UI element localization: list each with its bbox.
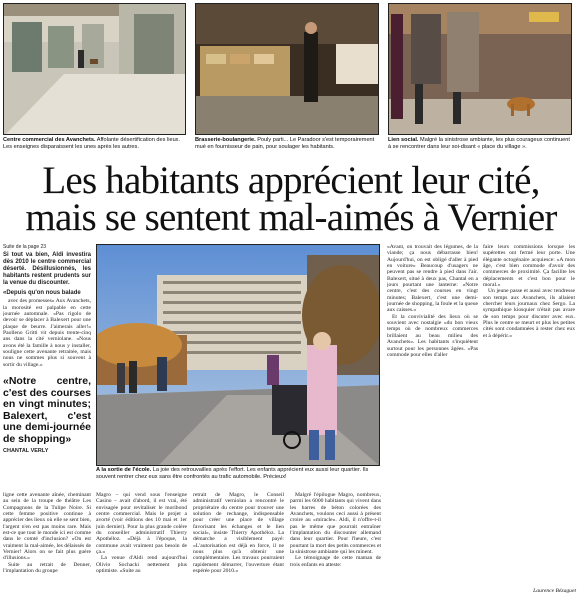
caption-top-1-title: Centre commercial des Avanchets. — [3, 137, 96, 143]
photo-credit: Laurence Bézaguet — [533, 588, 576, 594]
article-column-5 — [387, 244, 478, 588]
column-1-paragraph-1: avec des promesses» Aux Avanchets, la morosité est palpable en cette journée automnale. «Pas rigolo de devoir se déplacer à Balexert pour une plaque de beurre. J'aimerais aller!» Paolleno Gritti vit depuis trente-cinq ans dans la cité verniolane. «Nous avons été la famille à nous y installer, souligne cette avenante retraitée, mais nous ne sommes plus si souvent à sortir du village.» — [3, 298, 91, 368]
subheading-1: «Depuis qu'on nous balade — [3, 290, 81, 297]
headline-line-1: Les habitants apprécient leur cité, — [42, 159, 540, 202]
caption-top-3-title: Lien social. — [388, 137, 419, 143]
photo-main-image — [97, 245, 380, 466]
caption-top-1 — [3, 137, 187, 150]
caption-main — [96, 467, 382, 480]
column-5-paragraph-1: «Avant, on trouvait des légumes, de la viande; ça nous débarrasse bien! Aujourd'hui, on est obligé d'aller à pied en voiture» Beaucoup d'usagers ne peuvent pas se rendre à pied dans l'air. Balexert, situé à deux pas, Chantal en a jours pourtant une lanterne: «Notre centre, c'est des courses en vingt minutes; Balexert, c'est une demi-journée de shopping, la foule et la queue aux caisses.» — [387, 244, 478, 314]
article-column-1 — [3, 244, 91, 492]
article-column-6 — [483, 244, 575, 578]
column-1-paragraph-2: ligne cette avenante aînée, cheminant au sein de la troupe de théâtre Les Compagnons de la Tulipe Noire. Si cette femme positive continue à apprécier des lieux où elle se sent bien, l'argent n'en est pas moins rare. Mais est-ce que tout le monde ici est comme dans le comté d'inclusion? «On est vraiment la mal-aimée, les délaissés de Vernier! Alors on se fait plus guère d'illusions.» — [3, 492, 91, 562]
pull-quote: «Notre centre, c'est des courses en vingt minutes; Balexert, c'est une demi-journée de shopping» — [3, 375, 91, 445]
column-1-paragraph-3: Suite au retrait de Denner, l'implantation du groupe — [3, 561, 91, 575]
column-2-paragraph-2: La venue d'Aldi rend aujourd'hui Olivio Sochacki nettement plus optimiste. «Suite au — [96, 555, 187, 575]
article-column-4 — [290, 492, 381, 588]
pull-quote-author: CHANTAL VERLY — [3, 448, 49, 455]
headline-line-2: mais se sentent mal-aimés à Vernier — [25, 196, 557, 239]
photo-centre-commercial-image — [4, 4, 186, 135]
caption-top-3-text: Malgré la sinistrose ambiante, les plus courageux continuent à se rencontrer dans leur soi-disant « place du village ». — [388, 137, 570, 150]
caption-top-3 — [388, 137, 572, 150]
photo-brasserie — [195, 3, 379, 135]
column-4-paragraph-1: Malgré l'épilogue Magro, nombreux, parmi les 6000 habitants qui vivent dans les barres de béton colorées des Avanchets, voulons ceci aussi à présent croire au «miracle». Aldi, il n'offre-t-il pas le même que pourrait entraîner l'implantation du discounter allemand dans leur quartier. Pour l'heure, c'est pourtant la mort des petits commerces et la sinistrose ambiante qui les minent. — [290, 492, 381, 556]
suite-label: Suite de la page 23 — [3, 244, 47, 250]
column-5-paragraph-2: Et la convivialité des lieux où se souvient avec nostalgie «du bon vieux temps où de nombreux commerces brillaient au beau milieu des Avanchets». Les habitants s'inquiètent surtout pour les personnes âgées. «Pas commode pour elles d'aller — [387, 313, 478, 358]
caption-top-2-text: Pouly parti... Le Paradoor s'est temporairement mué en fournisseur de pain, pour soulager les habitants. — [195, 137, 375, 150]
photo-main-sortie-ecole — [96, 244, 380, 466]
column-2-paragraph-1: Magro – qui vend sous l'enseigne Casino – avait d'abord, il est vrai, été envisagée pour revitaliser le moribond centre commercial. Mais le projet a avorté (voir éditions des 10 mai et 1er juin dernier). Pour la plus grande colère du conseiller administratif Thierry Apothéloz. «Déjà à l'époque, la commune avait vraiment pas besoin de ça.» — [96, 492, 187, 556]
article-column-1-bottom — [3, 492, 91, 588]
column-4-paragraph-2: Le témoignage de cette maman de trois enfants en atteste: — [290, 555, 381, 568]
caption-main-text: La joie des retrouvailles après l'effort. Les enfants apprécient eux aussi leur quartier. Ils souvent rentrer chez eux sans être confrontés au trafic automobile. Précieux! — [96, 467, 369, 480]
column-3-paragraph-1: retrait de Magro, le Conseil administratif verniolan a rencontré le propriétaire du centre pour trouver une solution de rechange, indispensable pour créer une place de village favorisant les échanges et le lien social», insiste Thierry Apothéloz. La démarche a visiblement payé: «L'autorisation est déjà en force, il ne nous plus qu'à obtenir une complémentaire. Les travaux pourraient rapidement démarrer, l'ouverture étant espérée pour 2010.» — [193, 492, 284, 575]
photo-lien-social-image — [389, 4, 572, 135]
caption-top-2-title: Brasserie-boulangerie. — [195, 137, 256, 143]
caption-main-title: A la sortie de l'école. — [96, 467, 152, 473]
article-column-2 — [96, 492, 187, 588]
photo-brasserie-image — [196, 4, 379, 135]
caption-top-2 — [195, 137, 379, 150]
photo-lien-social — [388, 3, 572, 135]
article-lead: Si tout va bien, Aldi investira dès 2010 le centre commercial déserté. Désillusionnés, les habitants restent prudents sur la venue du discounter. — [3, 252, 91, 287]
photo-centre-commercial — [3, 3, 186, 135]
column-6-paragraph-1: faire leurs commissions lorsque les supérettes ont fermé leur porte. Une élégante octogénaire acquiesce: «A mon âge, c'est bien commode d'avoir des commerces de proximité. Ça facilite les déplacements et c'est bon pour le moral.» — [483, 244, 575, 289]
column-6-paragraph-2: Un jeune passe et aussi avec tendresse son temps aux Avanchets, ils allaient chercher leurs journaux chez Sergo. La sympathique kiosquier n'était pas avare de son temps pour discuter avec eux. Plus le centre se meurt et plus les petites cités sont condamnées à rester chez eux et à dépérir.» — [483, 288, 575, 339]
caption-top-1-text: Affolante désertification des lieux. Les enseignes disparaissent les unes après les autres. — [3, 137, 181, 150]
article-column-3 — [193, 492, 284, 588]
